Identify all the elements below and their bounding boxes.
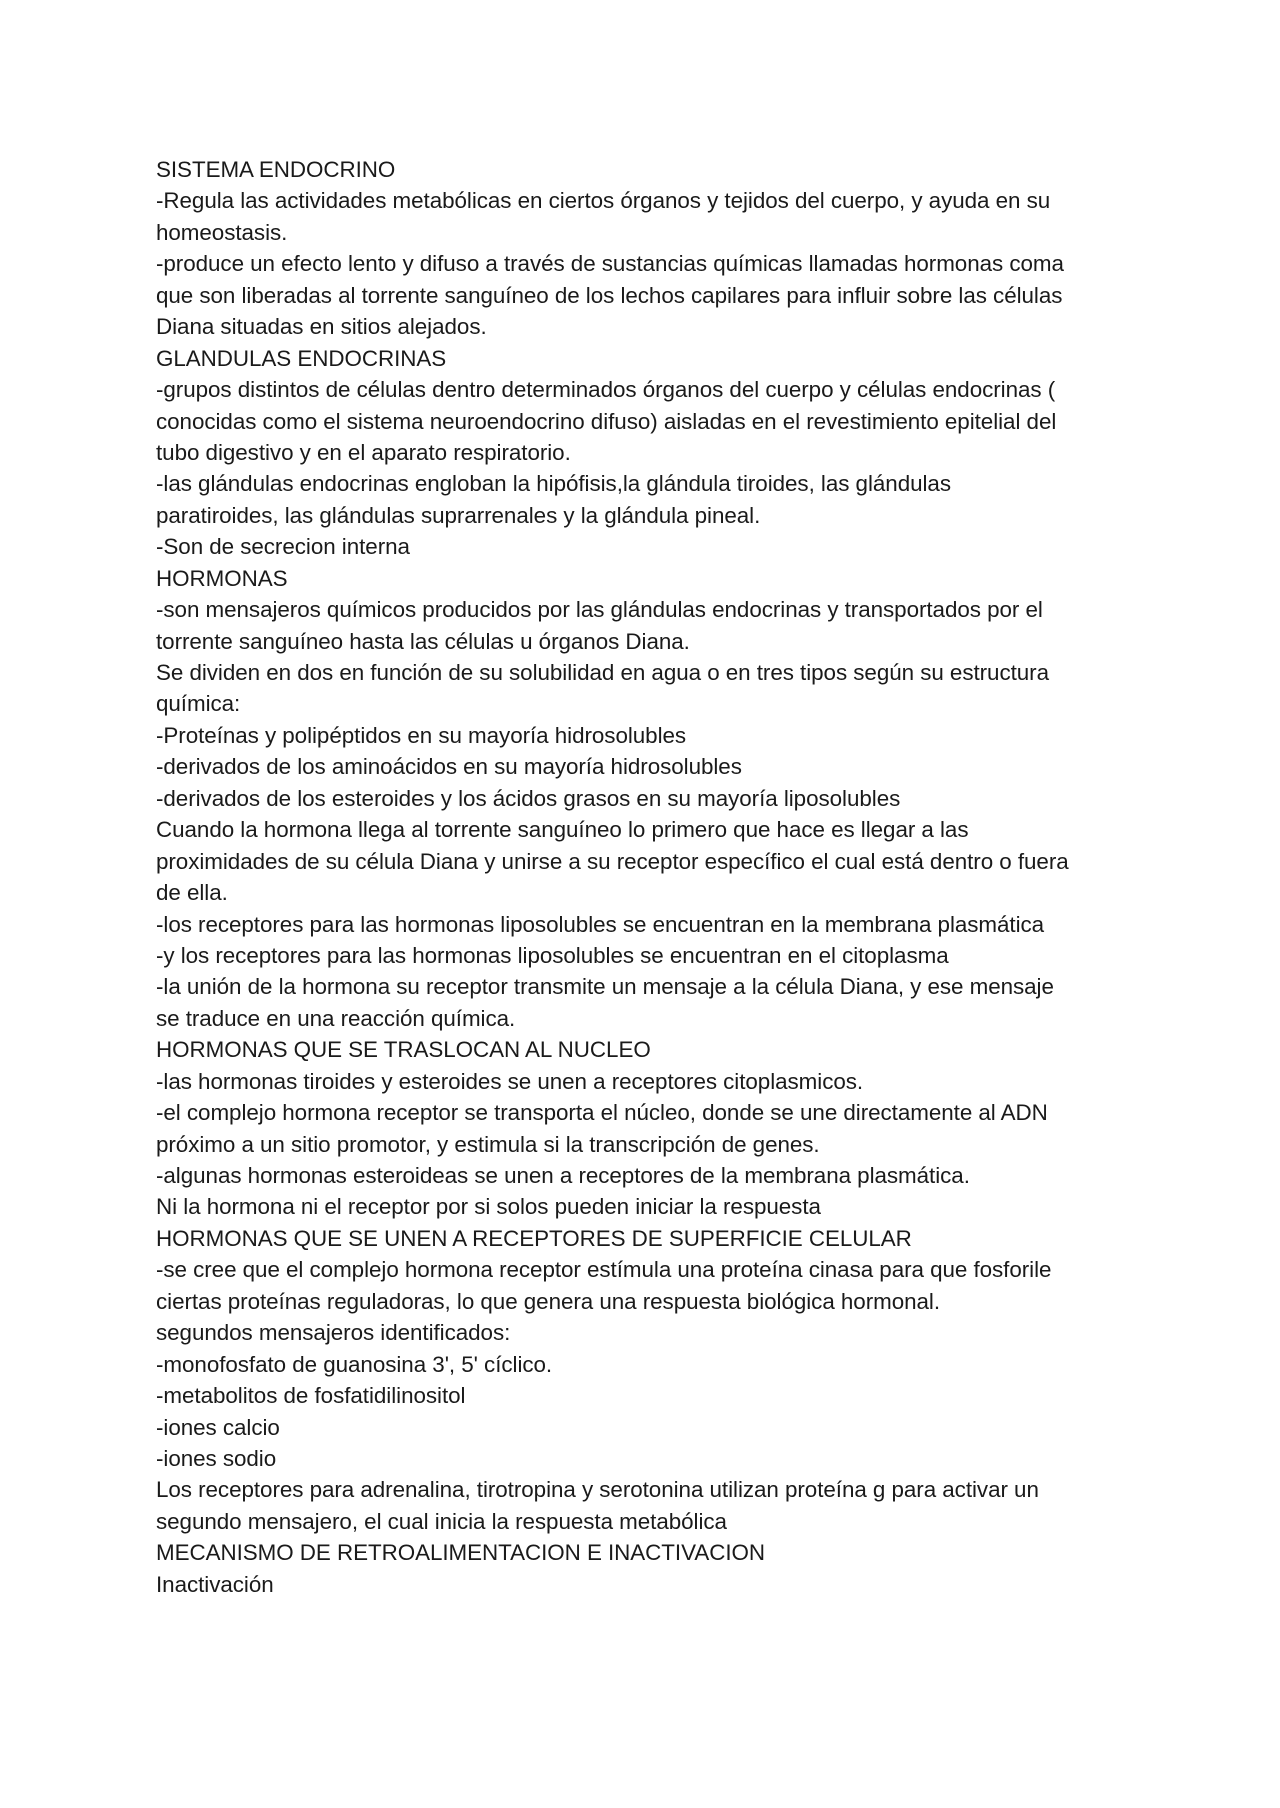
text-line: segundo mensajero, el cual inicia la respuesta metabólica bbox=[156, 1508, 727, 1534]
text-line: se traduce en una reacción química. bbox=[156, 1005, 516, 1031]
text-line: -monofosfato de guanosina 3', 5' cíclico. bbox=[156, 1351, 553, 1377]
text-line: Diana situadas en sitios alejados. bbox=[156, 314, 487, 340]
text-line: -derivados de los aminoácidos en su mayoría hidrosolubles bbox=[156, 754, 742, 780]
heading-glandulas-endocrinas: GLANDULAS ENDOCRINAS bbox=[156, 345, 447, 371]
text-line: -las hormonas tiroides y esteroides se unen a receptores citoplasmicos. bbox=[156, 1068, 864, 1094]
text-line: -el complejo hormona receptor se transporta el núcleo, donde se une directamente al ADN bbox=[156, 1100, 1048, 1126]
text-line: -Son de secrecion interna bbox=[156, 534, 410, 560]
document-body bbox=[156, 154, 1146, 1600]
text-line: -iones calcio bbox=[156, 1414, 280, 1440]
text-line: -los receptores para las hormonas liposolubles se encuentran en la membrana plasmática bbox=[156, 911, 1045, 937]
heading-mecanismo: MECANISMO DE RETROALIMENTACION E INACTIVACION bbox=[156, 1540, 765, 1566]
text-line: proximidades de su célula Diana y unirse a su receptor específico el cual está dentro o fuera bbox=[156, 848, 1069, 874]
text-line: que son liberadas al torrente sanguíneo de los lechos capilares para influir sobre las células bbox=[156, 282, 1063, 308]
text-line: Se dividen en dos en función de su solubilidad en agua o en tres tipos según su estructura bbox=[156, 660, 1049, 685]
text-line: -derivados de los esteroides y los ácidos grasos en su mayoría liposolubles bbox=[156, 785, 901, 811]
text-line: -la unión de la hormona su receptor transmite un mensaje a la célula Diana, y ese mensaje bbox=[156, 974, 1054, 1000]
text-line: conocidas como el sistema neuroendocrino difuso) aisladas en el revestimiento epitelial del bbox=[156, 408, 1057, 434]
text-line: -grupos distintos de células dentro determinados órganos del cuerpo y células endocrinas ( bbox=[156, 377, 1056, 403]
heading-hormonas: HORMONAS bbox=[156, 565, 288, 591]
heading-hormonas-nucleo: HORMONAS QUE SE TRASLOCAN AL NUCLEO bbox=[156, 1037, 651, 1063]
text-line: -Proteínas y polipéptidos en su mayoría hidrosolubles bbox=[156, 722, 687, 748]
text-line: -metabolitos de fosfatidilinositol bbox=[156, 1383, 466, 1409]
text-line: segundos mensajeros identificados: bbox=[156, 1320, 511, 1346]
text-line: paratiroides, las glándulas suprarrenales y la glándula pineal. bbox=[156, 502, 761, 528]
text-line: homeostasis. bbox=[156, 219, 288, 245]
heading-sistema-endocrino: SISTEMA ENDOCRINO bbox=[156, 157, 396, 182]
text-line: Cuando la hormona llega al torrente sanguíneo lo primero que hace es llegar a las bbox=[156, 817, 969, 843]
text-line: química: bbox=[156, 691, 241, 717]
text-line: -se cree que el complejo hormona receptor estímula una proteína cinasa para que fosforile bbox=[156, 1257, 1052, 1283]
text-line: -son mensajeros químicos producidos por las glándulas endocrinas y transportados por el bbox=[156, 597, 1043, 623]
text-line: Ni la hormona ni el receptor por si solos pueden iniciar la respuesta bbox=[156, 1194, 821, 1220]
text-line: ciertas proteínas reguladoras, lo que genera una respuesta biológica hormonal. bbox=[156, 1288, 941, 1314]
text-line: Inactivación bbox=[156, 1571, 274, 1597]
text-line: -produce un efecto lento y difuso a través de sustancias químicas llamadas hormonas coma bbox=[156, 251, 1064, 277]
text-line: -iones sodio bbox=[156, 1445, 277, 1471]
heading-hormonas-superficie: HORMONAS QUE SE UNEN A RECEPTORES DE SUPERFICIE CELULAR bbox=[156, 1225, 912, 1251]
text-line: -las glándulas endocrinas engloban la hipófisis,la glándula tiroides, las glándulas bbox=[156, 471, 951, 497]
text-line: -Regula las actividades metabólicas en ciertos órganos y tejidos del cuerpo, y ayuda en su bbox=[156, 188, 1051, 214]
text-line: próximo a un sitio promotor, y estimula si la transcripción de genes. bbox=[156, 1131, 820, 1157]
text-line: -algunas hormonas esteroideas se unen a receptores de la membrana plasmática. bbox=[156, 1163, 970, 1188]
text-line: -y los receptores para las hormonas liposolubles se encuentran en el citoplasma bbox=[156, 942, 949, 968]
text-line: de ella. bbox=[156, 880, 228, 906]
text-line: torrente sanguíneo hasta las células u órganos Diana. bbox=[156, 628, 690, 654]
text-line: tubo digestivo y en el aparato respiratorio. bbox=[156, 439, 571, 465]
text-line: Los receptores para adrenalina, tirotropina y serotonina utilizan proteína g para activar un bbox=[156, 1477, 1039, 1503]
